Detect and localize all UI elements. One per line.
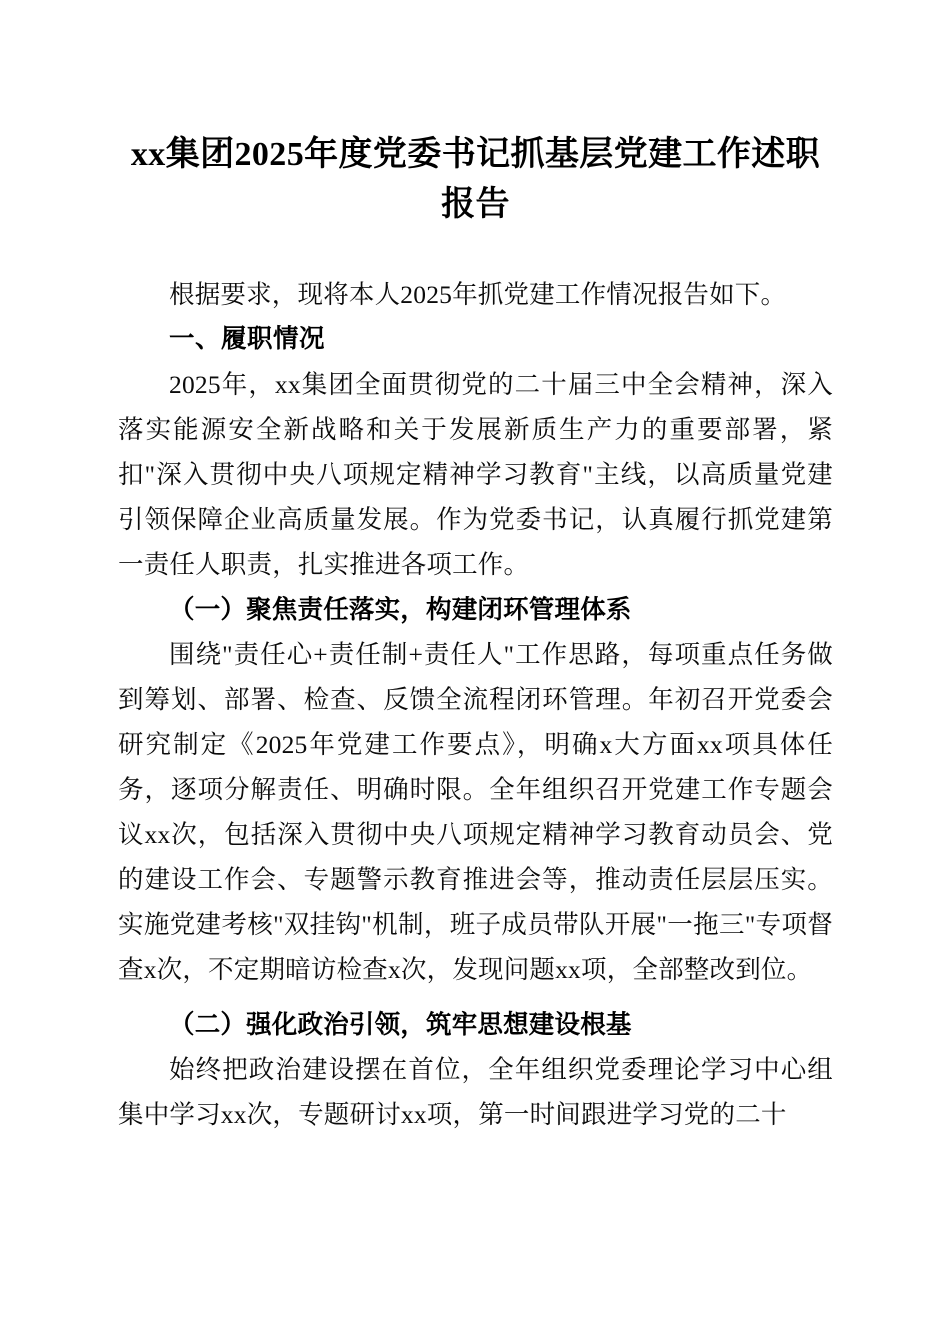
paragraph-spacer — [118, 992, 833, 1002]
document-content — [118, 0, 833, 1137]
subsection-1-1-paragraph-1: 围绕"责任心+责任制+责任人"工作思路，每项重点任务做到筹划、部署、检查、反馈全流程闭环管理。年初召开党委会研究制定《2025年党建工作要点》，明确x大方面xx项具体任务，逐项分解责任、明确时限。全年组织召开党建工作专题会议xx次，包括深入贯彻中央八项规定精神学习教育动员会、党的建设工作会、专题警示教育推进会等，推动责任层层压实。实施党建考核"双挂钩"机制，班子成员带队开展"一拖三"专项督查x次，不定期暗访检查x次，发现问题xx项，全部整改到位。 — [118, 640, 833, 984]
section-1-paragraph-1: 2025年，xx集团全面贯彻党的二十届三中全会精神，深入落实能源安全新战略和关于发展新质生产力的重要部署，紧扣"深入贯彻中央八项规定精神学习教育"主线，以高质量党建引领保障企业高质量发展。作为党委书记，认真履行抓党建第一责任人职责，扎实推进各项工作。 — [118, 370, 833, 579]
page-title: xx集团2025年度党委书记抓基层党建工作述职报告 — [130, 136, 821, 223]
intro-paragraph: 根据要求，现将本人2025年抓党建工作情况报告如下。 — [169, 280, 787, 309]
subsection-heading-1-2: （二）强化政治引领，筑牢思想建设根基 — [169, 1010, 632, 1039]
subsection-heading-1-1: （一）聚焦责任落实，构建闭环管理体系 — [169, 595, 632, 624]
section-heading-1: 一、履职情况 — [169, 325, 326, 353]
subsection-1-2-paragraph-1: 始终把政治建设摆在首位，全年组织党委理论学习中心组集中学习xx次，专题研讨xx项，第一时间跟进学习党的二十 — [118, 1055, 833, 1129]
